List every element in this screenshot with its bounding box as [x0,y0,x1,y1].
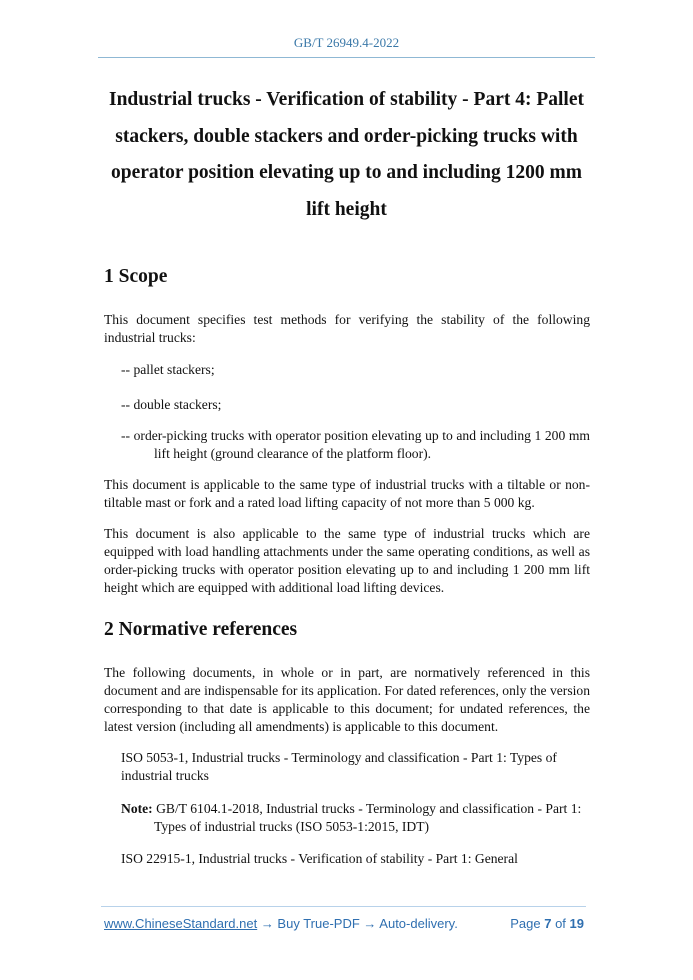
references-intro: The following documents, in whole or in part, are normatively referenced in this document and are indispensable for its application. For dated references, only the version corresponding to that date is applicable to this document; for undated references, the latest version (including all amendments) is applicable to this document. [104,665,590,734]
reference-note [121,800,590,836]
current-page: 7 [544,916,552,931]
section-heading-scope: 1 Scope [104,266,168,287]
document-code-header: GB/T 26949.4-2022 [293,35,400,50]
scope-intro: This document specifies test methods for verifying the stability of the following industrial trucks: [104,312,590,345]
scope-list-item: -- pallet stackers; [121,362,215,377]
header-divider [98,57,595,58]
scope-list-item: -- order-picking trucks with operator position elevating up to and including 1 200 mm lift height (ground clearance of the platform floor). [121,428,590,461]
note-label: Note: [121,801,153,816]
reference-item: ISO 5053-1, Industrial trucks - Terminology and classification - Part 1: Types of industrial trucks [121,750,557,783]
scope-list-item: -- double stackers; [121,397,222,412]
page-indicator: Page 7 of 19 [510,916,584,931]
scope-paragraph: This document is also applicable to the same type of industrial trucks which are equipped with load handling attachments under the same operating conditions, as well as order-picking trucks with operator position elevating up to and including 1 200 mm lift height which are equipped with additional load lifting devices. [104,526,590,595]
footer-tagline: → Buy True-PDF → Auto-delivery. [257,916,458,931]
section-heading-normative-references: 2 Normative references [104,619,298,640]
note-text: GB/T 6104.1-2018, Industrial trucks - Terminology and classification - Part 1: Types of industrial trucks (ISO 5053-1:2015, IDT) [154,801,582,834]
document-title: Industrial trucks - Verification of stability - Part 4: Pallet stackers, double stackers and order-picking trucks with operator position elevating up to and including 1200 mm lift height [109,89,584,220]
total-pages: 19 [569,916,584,931]
scope-paragraph: This document is applicable to the same type of industrial trucks with a tiltable or non-tiltable mast or fork and a rated load lifting capacity of not more than 5 000 kg. [104,477,590,510]
website-link[interactable]: www.ChineseStandard.net [104,916,258,931]
footer [104,916,584,931]
reference-item: ISO 22915-1, Industrial trucks - Verification of stability - Part 1: General [121,851,518,866]
footer-divider [101,906,586,907]
